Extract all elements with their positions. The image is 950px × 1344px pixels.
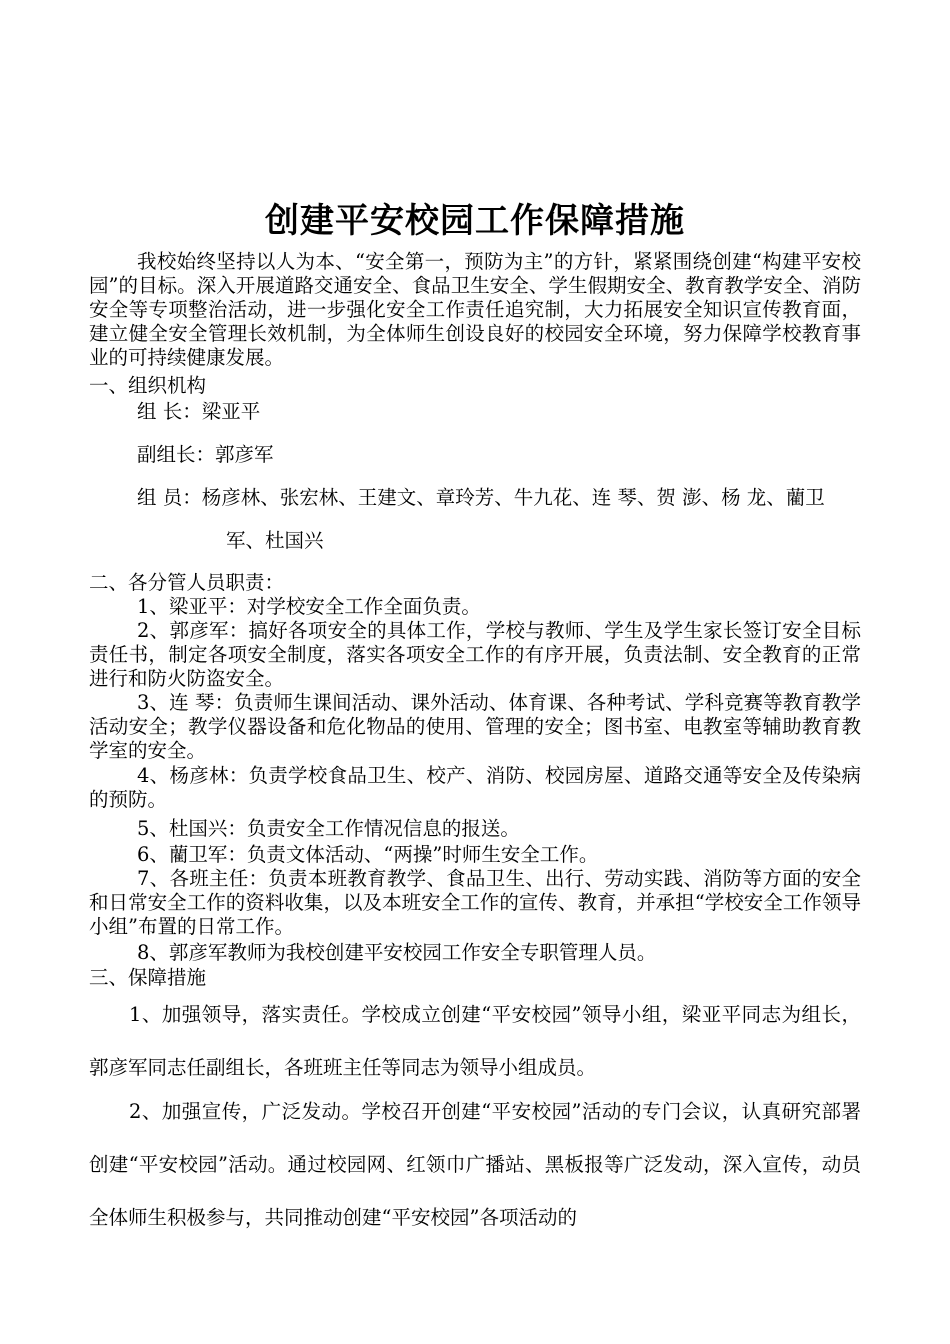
measure-item: 2、加强宣传，广泛发动。学校召开创建“平安校园”活动的专门会议，认真研究部署创建“平安校园”活动。通过校园网、红领巾广播站、黑板报等广泛发动，深入宣传，动员全体师生积极参与，共同推动创建“平安校园”各项活动的: [89, 1100, 861, 1229]
intro-paragraph: 我校始终坚持以人为本、“安全第一，预防为主”的方针，紧紧围绕创建“构建平安校园”的目标。深入开展道路交通安全、食品卫生安全、学生假期安全、教育教学安全、消防安全等专项整治活动，进一步强化安全工作责任追究制，大力拓展安全知识宣传教育面，建立健全安全管理长效机制，为全体师生创设良好的校园安全环境，努力保障学校教育事业的可持续健康发展。: [89, 250, 861, 369]
section-heading-measures: 三、保障措施: [89, 966, 207, 989]
deputy-line: 副组长：郭彦军: [137, 443, 274, 466]
duty-item: 6、藺卫军：负责文体活动、“两操”时师生安全工作。: [137, 843, 599, 866]
members-line: 组 员：杨彦林、张宏林、王建文、章玲芳、牛九花、连 琴、贺 澎、杨 龙、藺卫: [137, 486, 825, 509]
duty-item: 7、各班主任：负责本班教育教学、食品卫生、出行、劳动实践、消防等方面的安全和日常安全工作的资料收集，以及本班安全工作的宣传、教育，并承担“学校安全工作领导小组”布置的日常工作。: [89, 867, 861, 938]
measure-item: 1、加强领导，落实责任。学校成立创建“平安校园”领导小组，梁亚平同志为组长，郭彦军同志任副组长，各班班主任等同志为领导小组成员。: [89, 1003, 861, 1079]
duty-item: 1、梁亚平：对学校安全工作全面负责。: [137, 595, 481, 618]
duty-item: 4、杨彦林：负责学校食品卫生、校产、消防、校园房屋、道路交通等安全及传染病的预防。: [89, 764, 861, 811]
members-line-continued: 军、杜国兴: [226, 529, 324, 552]
leader-line: 组 长：梁亚平: [137, 400, 261, 423]
duty-item: 2、郭彦军：搞好各项安全的具体工作，学校与教师、学生及学生家长签订安全目标责任书，制定各项安全制度，落实各项安全工作的有序开展，负责法制、安全教育的正常进行和防火防盗安全。: [89, 619, 861, 690]
section-heading-duties: 二、各分管人员职责：: [89, 571, 285, 594]
duty-item: 8、郭彦军教师为我校创建平安校园工作安全专职管理人员。: [137, 941, 657, 964]
page-title: 创建平安校园工作保障措施: [265, 201, 685, 241]
duty-item: 3、连 琴：负责师生课间活动、课外活动、体育课、各种考试、学科竞赛等教育教学活动安全；教学仪器设备和危化物品的使用、管理的安全；图书室、电教室等辅助教育教学室的安全。: [89, 691, 861, 762]
section-heading-organization: 一、组织机构: [89, 374, 207, 397]
duty-item: 5、杜国兴：负责安全工作情况信息的报送。: [137, 817, 520, 840]
